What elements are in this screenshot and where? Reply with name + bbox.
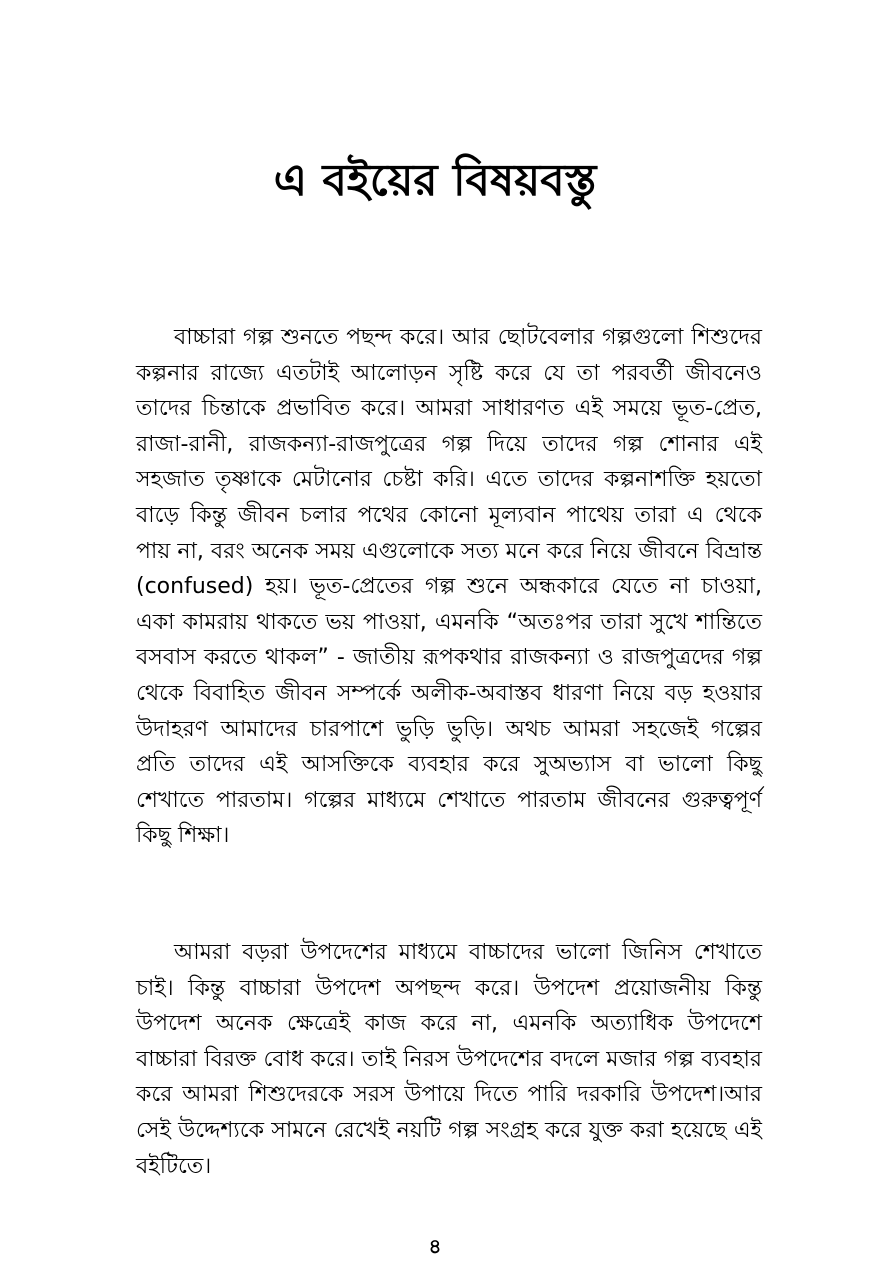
paragraph-1: বাচ্চারা গল্প শুনতে পছন্দ করে। আর ছোটবেলার গল্পগুলো শিশুদের কল্পনার রাজ্যে এতটাই আলোড়ন সৃষ্টি করে যে তা পরবর্তী জীবনেও তাদের চিন্তাকে প্রভাবিত করে। আমরা সাধারণত এই সময়ে ভূত-প্রেত, রাজা-রানী, রাজকন্যা-রাজপুত্রের গল্প দিয়ে তাদের গল্প শোনার এই সহজাত তৃষ্ণাকে মেটানোর চেষ্টা করি। এতে তাদের কল্পনাশক্তি হয়তো বাড়ে কিন্তু জীবন চলার পথের কোনো মূল্যবান পাথেয় তারা এ থেকে পায় না, বরং অনেক সময় এগুলোকে সত্য মনে করে নিয়ে জীবনে বিভ্রান্ত (confused) হয়। ভূত-প্রেতের গল্প শুনে অন্ধকারে যেতে না চাওয়া, একা কামরায় থাকতে ভয় পাওয়া, এমনকি “অতঃপর তারা সুখে শান্তিতে বসবাস করতে থাকল” - জাতীয় রূপকথার রাজকন্যা ও রাজপুত্রদের গল্প থেকে বিবাহিত জীবন সম্পর্কে অলীক-অবাস্তব ধারণা নিয়ে বড় হওয়ার উদাহরণ আমাদের চারপাশে ভুড়ি ভুড়ি। অথচ আমরা সহজেই গল্পের প্রতি তাদের এই আসক্তিকে ব্যবহার করে সুঅভ্যাস বা ভালো কিছু শেখাতে পারতাম। গল্পের মাধ্যমে শেখাতে পারতাম জীবনের গুরুত্বপূর্ণ কিছু শিক্ষা। (136, 325, 762, 849)
page-number: ৪ (428, 1234, 442, 1258)
paragraph-2: আমরা বড়রা উপদেশের মাধ্যমে বাচ্চাদের ভালো জিনিস শেখাতে চাই। কিন্তু বাচ্চারা উপদেশ অপছন্দ করে। উপদেশ প্রয়োজনীয় কিন্তু উপদেশ অনেক ক্ষেত্রেই কাজ করে না, এমনকি অত্যাধিক উপদেশে বাচ্চারা বিরক্ত বোধ করে। তাই নিরস উপদেশের বদলে মজার গল্প ব্যবহার করে আমরা শিশুদেরকে সরস উপায়ে দিতে পারি দরকারি উপদেশ।আর সেই উদ্দেশ্যকে সামনে রেখেই নয়টি গল্প সংগ্রহ করে যুক্ত করা হয়েছে এই বইটিতে। (136, 940, 762, 1179)
page-title: এ বইয়ের বিষয়বস্তু (273, 155, 597, 206)
